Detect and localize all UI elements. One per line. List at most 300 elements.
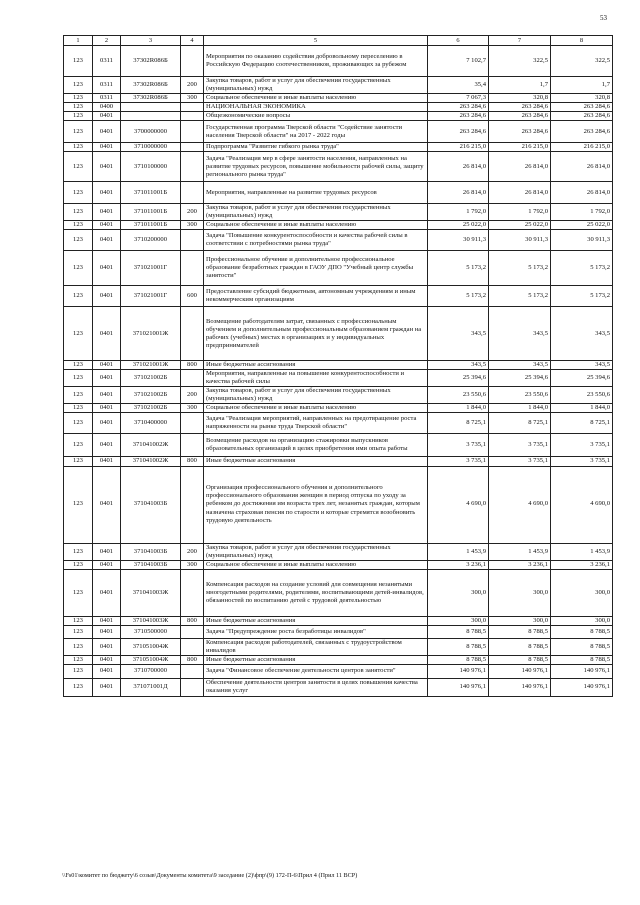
- amount-col-6: 263 284,6: [428, 121, 489, 143]
- target-article-code: [121, 103, 181, 112]
- admin-code: 123: [64, 655, 93, 664]
- expense-type-code: [181, 638, 204, 655]
- amount-col-7: 26 814,0: [489, 182, 551, 204]
- section-code: 0401: [93, 182, 121, 204]
- amount-col-8: 5 173,2: [551, 251, 613, 286]
- admin-code: 123: [64, 112, 93, 121]
- table-row: [64, 230, 613, 251]
- item-description: Предоставление субсидий бюджетным, автономным учреждениям и иным некоммерческим организациям: [204, 286, 428, 307]
- amount-col-6: 23 550,6: [428, 387, 489, 404]
- target-article-code: 371021001Г: [121, 251, 181, 286]
- admin-code: 123: [64, 569, 93, 616]
- table-row: [64, 286, 613, 307]
- footer-path: \\Fs01\комитет по бюджету\6 созыв\Документы комитета\9 заседание (2)\фпр\(9) 172-П-6\Прил 4 (Прил 11 ВСР): [62, 872, 358, 879]
- admin-code: 123: [64, 230, 93, 251]
- section-code: 0401: [93, 221, 121, 230]
- table-row: [64, 152, 613, 182]
- table-row: [64, 413, 613, 434]
- target-article-code: 371011001Б: [121, 182, 181, 204]
- amount-col-7: 8 788,5: [489, 655, 551, 664]
- table-header-row: [64, 36, 613, 46]
- target-article-code: 371021001Г: [121, 286, 181, 307]
- admin-code: 123: [64, 94, 93, 103]
- section-code: 0401: [93, 664, 121, 678]
- section-code: 0401: [93, 625, 121, 638]
- amount-col-8: 25 394,6: [551, 370, 613, 387]
- admin-code: 123: [64, 143, 93, 152]
- section-code: 0401: [93, 121, 121, 143]
- item-description: Закупка товаров, работ и услуг для обеспечения государственных (муниципальных) нужд: [204, 77, 428, 94]
- section-code: 0401: [93, 307, 121, 361]
- expense-type-code: 200: [181, 387, 204, 404]
- item-description: Компенсация расходов на создание условий для совмещения незанятыми многодетными родителями, родителями, воспитывающими детей-инвалидов, обязанностей по воспитанию детей с трудовой деятельностью: [204, 569, 428, 616]
- amount-col-7: 343,5: [489, 361, 551, 370]
- admin-code: 123: [64, 457, 93, 466]
- table-row: [64, 387, 613, 404]
- table-row: [64, 77, 613, 94]
- target-article-code: 37302R086Б: [121, 46, 181, 77]
- amount-col-6: 7 067,3: [428, 94, 489, 103]
- expense-type-code: [181, 182, 204, 204]
- amount-col-6: 1 453,9: [428, 543, 489, 560]
- section-code: 0401: [93, 387, 121, 404]
- amount-col-7: 3 735,1: [489, 457, 551, 466]
- table-row: [64, 94, 613, 103]
- column-header: 2: [93, 36, 121, 46]
- amount-col-7: 26 814,0: [489, 152, 551, 182]
- table-row: [64, 466, 613, 543]
- item-description: Возмещение расходов на организацию стажировки выпускников образовательных организаций в целях приобретения ими опыта работы: [204, 434, 428, 457]
- expense-type-code: 300: [181, 560, 204, 569]
- column-header: 8: [551, 36, 613, 46]
- amount-col-7: 1 453,9: [489, 543, 551, 560]
- target-article-code: 371021001Ж: [121, 361, 181, 370]
- amount-col-8: 300,0: [551, 616, 613, 625]
- table-row: [64, 361, 613, 370]
- amount-col-7: 263 284,6: [489, 121, 551, 143]
- target-article-code: 371071001Д: [121, 678, 181, 696]
- expense-type-code: [181, 112, 204, 121]
- column-header: 7: [489, 36, 551, 46]
- expense-type-code: 200: [181, 543, 204, 560]
- item-description: Профессиональное обучение и дополнительное профессиональное образование безработных граждан в ГАОУ ДПО "Учебный центр службы занятости": [204, 251, 428, 286]
- expense-type-code: [181, 152, 204, 182]
- amount-col-7: 4 690,0: [489, 466, 551, 543]
- amount-col-7: 30 911,3: [489, 230, 551, 251]
- amount-col-6: 3 236,1: [428, 560, 489, 569]
- amount-col-8: 140 976,1: [551, 664, 613, 678]
- amount-col-8: 8 788,5: [551, 655, 613, 664]
- admin-code: 123: [64, 543, 93, 560]
- amount-col-8: 343,5: [551, 307, 613, 361]
- item-description: Возмещение работодателям затрат, связанных с профессиональным обучением и дополнительным профессиональным образованием граждан на рабочих (учебных) местах в организациях и у индивидуальных предпринимателей: [204, 307, 428, 361]
- admin-code: 123: [64, 182, 93, 204]
- amount-col-8: 3 735,1: [551, 434, 613, 457]
- expense-type-code: 300: [181, 221, 204, 230]
- expense-type-code: [181, 466, 204, 543]
- amount-col-8: 8 725,1: [551, 413, 613, 434]
- expense-type-code: 800: [181, 457, 204, 466]
- item-description: НАЦИОНАЛЬНАЯ ЭКОНОМИКА: [204, 103, 428, 112]
- item-description: Иные бюджетные ассигнования: [204, 655, 428, 664]
- table-row: [64, 370, 613, 387]
- section-code: 0401: [93, 251, 121, 286]
- item-description: Иные бюджетные ассигнования: [204, 457, 428, 466]
- admin-code: 123: [64, 466, 93, 543]
- target-article-code: 3710500000: [121, 625, 181, 638]
- item-description: Задача "Предупреждение роста безработицы инвалидов": [204, 625, 428, 638]
- amount-col-6: 140 976,1: [428, 678, 489, 696]
- amount-col-6: 1 792,0: [428, 204, 489, 221]
- amount-col-7: 3 735,1: [489, 434, 551, 457]
- page-number: 53: [600, 14, 607, 22]
- amount-col-7: 8 725,1: [489, 413, 551, 434]
- admin-code: 123: [64, 413, 93, 434]
- amount-col-7: 343,5: [489, 307, 551, 361]
- section-code: 0401: [93, 370, 121, 387]
- table-row: [64, 46, 613, 77]
- table-row: [64, 434, 613, 457]
- amount-col-7: 25 022,0: [489, 221, 551, 230]
- table-row: [64, 664, 613, 678]
- amount-col-6: 300,0: [428, 569, 489, 616]
- target-article-code: 3700000000: [121, 121, 181, 143]
- amount-col-6: 25 394,6: [428, 370, 489, 387]
- target-article-code: 371021002Б: [121, 404, 181, 413]
- admin-code: 123: [64, 152, 93, 182]
- target-article-code: 3710000000: [121, 143, 181, 152]
- target-article-code: 371041003Б: [121, 543, 181, 560]
- amount-col-6: 3 735,1: [428, 457, 489, 466]
- column-header: 5: [204, 36, 428, 46]
- admin-code: 123: [64, 251, 93, 286]
- amount-col-7: 3 236,1: [489, 560, 551, 569]
- item-description: Социальное обеспечение и иные выплаты населению: [204, 404, 428, 413]
- expense-type-code: [181, 307, 204, 361]
- item-description: Организация профессионального обучения и дополнительного профессионального образования женщин в период отпуска по уходу за ребенком до достижения им возраста трех лет, незанятых граждан, которым назначена страховая пенсия по старости и которые стремятся возобновить трудовую деятельность: [204, 466, 428, 543]
- section-code: 0401: [93, 457, 121, 466]
- expense-type-code: [181, 664, 204, 678]
- amount-col-8: 23 550,6: [551, 387, 613, 404]
- expense-type-code: 600: [181, 286, 204, 307]
- amount-col-7: 140 976,1: [489, 664, 551, 678]
- section-code: 0401: [93, 569, 121, 616]
- item-description: Задача "Реализация мероприятий, направленных на предотвращение роста напряженности на рынке труда Тверской области": [204, 413, 428, 434]
- item-description: Общеэкономические вопросы: [204, 112, 428, 121]
- section-code: 0401: [93, 655, 121, 664]
- admin-code: 123: [64, 103, 93, 112]
- expense-type-code: [181, 46, 204, 77]
- expense-type-code: [181, 143, 204, 152]
- section-code: 0401: [93, 112, 121, 121]
- table-row: [64, 121, 613, 143]
- expense-type-code: 300: [181, 404, 204, 413]
- amount-col-7: 320,8: [489, 94, 551, 103]
- expense-type-code: 200: [181, 77, 204, 94]
- admin-code: 123: [64, 307, 93, 361]
- amount-col-7: 8 788,5: [489, 625, 551, 638]
- admin-code: 123: [64, 121, 93, 143]
- table-row: [64, 569, 613, 616]
- target-article-code: 371011001Б: [121, 204, 181, 221]
- table-row: [64, 404, 613, 413]
- amount-col-8: 30 911,3: [551, 230, 613, 251]
- table-row: [64, 616, 613, 625]
- amount-col-6: 216 215,0: [428, 143, 489, 152]
- section-code: 0401: [93, 678, 121, 696]
- expense-type-code: [181, 625, 204, 638]
- expense-type-code: 800: [181, 655, 204, 664]
- expense-type-code: [181, 251, 204, 286]
- admin-code: 123: [64, 370, 93, 387]
- item-description: Подпрограмма "Развитие гибкого рынка труда": [204, 143, 428, 152]
- admin-code: 123: [64, 286, 93, 307]
- section-code: 0401: [93, 361, 121, 370]
- amount-col-6: 8 788,5: [428, 655, 489, 664]
- table-row: [64, 625, 613, 638]
- item-description: Социальное обеспечение и иные выплаты населению: [204, 560, 428, 569]
- expense-type-code: [181, 434, 204, 457]
- admin-code: 123: [64, 361, 93, 370]
- amount-col-8: 8 788,5: [551, 625, 613, 638]
- item-description: Государственная программа Тверской области "Содействие занятости населения Тверской области" на 2017 - 2022 годы: [204, 121, 428, 143]
- amount-col-7: 8 788,5: [489, 638, 551, 655]
- admin-code: 123: [64, 616, 93, 625]
- expense-type-code: 200: [181, 204, 204, 221]
- amount-col-6: 1 844,0: [428, 404, 489, 413]
- column-header: 6: [428, 36, 489, 46]
- target-article-code: 371041003Б: [121, 560, 181, 569]
- expense-type-code: [181, 678, 204, 696]
- target-article-code: 3710100000: [121, 152, 181, 182]
- item-description: Закупка товаров, работ и услуг для обеспечения государственных (муниципальных) нужд: [204, 543, 428, 560]
- target-article-code: 371041002Ж: [121, 457, 181, 466]
- budget-table: [63, 35, 613, 697]
- admin-code: 123: [64, 404, 93, 413]
- expense-type-code: [181, 121, 204, 143]
- target-article-code: 371051004Ж: [121, 655, 181, 664]
- item-description: Задача "Реализация мер в сфере занятости населения, направленных на развитие трудовых ресурсов, повышение мобильности рабочей силы, защиту регионального рынка труда": [204, 152, 428, 182]
- admin-code: 123: [64, 221, 93, 230]
- amount-col-6: 3 735,1: [428, 434, 489, 457]
- admin-code: 123: [64, 638, 93, 655]
- amount-col-7: 322,5: [489, 46, 551, 77]
- amount-col-7: 140 976,1: [489, 678, 551, 696]
- section-code: 0401: [93, 413, 121, 434]
- target-article-code: 37302R086Б: [121, 77, 181, 94]
- item-description: Мероприятия, направленные на повышение конкурентоспособности и качества рабочей силы: [204, 370, 428, 387]
- amount-col-8: 140 976,1: [551, 678, 613, 696]
- item-description: Социальное обеспечение и иные выплаты населению: [204, 221, 428, 230]
- admin-code: 123: [64, 204, 93, 221]
- target-article-code: 371021001Ж: [121, 307, 181, 361]
- section-code: 0401: [93, 152, 121, 182]
- section-code: 0311: [93, 94, 121, 103]
- amount-col-8: 26 814,0: [551, 182, 613, 204]
- amount-col-6: 5 173,2: [428, 286, 489, 307]
- amount-col-8: 1,7: [551, 77, 613, 94]
- amount-col-7: 1,7: [489, 77, 551, 94]
- amount-col-8: 3 735,1: [551, 457, 613, 466]
- item-description: Закупка товаров, работ и услуг для обеспечения государственных (муниципальных) нужд: [204, 204, 428, 221]
- target-article-code: 371041002Ж: [121, 434, 181, 457]
- table-row: [64, 103, 613, 112]
- table-row: [64, 560, 613, 569]
- amount-col-6: 26 814,0: [428, 182, 489, 204]
- table-row: [64, 457, 613, 466]
- item-description: Иные бюджетные ассигнования: [204, 361, 428, 370]
- amount-col-8: 263 284,6: [551, 112, 613, 121]
- amount-col-8: 3 236,1: [551, 560, 613, 569]
- target-article-code: [121, 112, 181, 121]
- table-row: [64, 143, 613, 152]
- section-code: 0401: [93, 404, 121, 413]
- target-article-code: 3710400000: [121, 413, 181, 434]
- table-row: [64, 655, 613, 664]
- section-code: 0401: [93, 560, 121, 569]
- admin-code: 123: [64, 625, 93, 638]
- amount-col-8: 4 690,0: [551, 466, 613, 543]
- amount-col-6: 26 814,0: [428, 152, 489, 182]
- column-header: 1: [64, 36, 93, 46]
- admin-code: 123: [64, 77, 93, 94]
- amount-col-6: 4 690,0: [428, 466, 489, 543]
- amount-col-7: 23 550,6: [489, 387, 551, 404]
- amount-col-8: 322,5: [551, 46, 613, 77]
- target-article-code: 371021002Б: [121, 387, 181, 404]
- section-code: 0401: [93, 616, 121, 625]
- admin-code: 123: [64, 664, 93, 678]
- amount-col-8: 5 173,2: [551, 286, 613, 307]
- amount-col-6: 263 284,6: [428, 103, 489, 112]
- expense-type-code: [181, 370, 204, 387]
- section-code: 0401: [93, 143, 121, 152]
- expense-type-code: [181, 569, 204, 616]
- table-row: [64, 112, 613, 121]
- table-row: [64, 543, 613, 560]
- item-description: Социальное обеспечение и иные выплаты населению: [204, 94, 428, 103]
- amount-col-7: 216 215,0: [489, 143, 551, 152]
- amount-col-6: 8 788,5: [428, 638, 489, 655]
- table-row: [64, 182, 613, 204]
- table-row: [64, 251, 613, 286]
- amount-col-6: 5 173,2: [428, 251, 489, 286]
- amount-col-8: 216 215,0: [551, 143, 613, 152]
- amount-col-8: 1 844,0: [551, 404, 613, 413]
- item-description: Закупка товаров, работ и услуг для обеспечения государственных (муниципальных) нужд: [204, 387, 428, 404]
- table-row: [64, 678, 613, 696]
- expense-type-code: 800: [181, 616, 204, 625]
- admin-code: 123: [64, 387, 93, 404]
- amount-col-7: 300,0: [489, 616, 551, 625]
- amount-col-8: 263 284,6: [551, 121, 613, 143]
- amount-col-7: 5 173,2: [489, 286, 551, 307]
- amount-col-6: 8 788,5: [428, 625, 489, 638]
- section-code: 0400: [93, 103, 121, 112]
- section-code: 0401: [93, 434, 121, 457]
- table-row: [64, 221, 613, 230]
- item-description: Иные бюджетные ассигнования: [204, 616, 428, 625]
- section-code: 0311: [93, 77, 121, 94]
- expense-type-code: [181, 413, 204, 434]
- target-article-code: 371041003Ж: [121, 616, 181, 625]
- amount-col-6: 7 102,7: [428, 46, 489, 77]
- amount-col-7: 1 792,0: [489, 204, 551, 221]
- amount-col-6: 35,4: [428, 77, 489, 94]
- amount-col-7: 263 284,6: [489, 103, 551, 112]
- target-article-code: 371041003Б: [121, 466, 181, 543]
- amount-col-6: 25 022,0: [428, 221, 489, 230]
- amount-col-8: 1 453,9: [551, 543, 613, 560]
- section-code: 0401: [93, 543, 121, 560]
- expense-type-code: 800: [181, 361, 204, 370]
- target-article-code: 371011001Б: [121, 221, 181, 230]
- target-article-code: 371041003Ж: [121, 569, 181, 616]
- section-code: 0401: [93, 466, 121, 543]
- amount-col-8: 1 792,0: [551, 204, 613, 221]
- section-code: 0311: [93, 46, 121, 77]
- target-article-code: 3710700000: [121, 664, 181, 678]
- target-article-code: 37302R086Б: [121, 94, 181, 103]
- section-code: 0401: [93, 286, 121, 307]
- amount-col-6: 343,5: [428, 361, 489, 370]
- amount-col-8: 26 814,0: [551, 152, 613, 182]
- item-description: Мероприятия по оказанию содействия добровольному переселению в Российскую Федерацию соотечественников, проживающих за рубежом: [204, 46, 428, 77]
- item-description: Компенсация расходов работодателей, связанных с трудоустройством инвалидов: [204, 638, 428, 655]
- amount-col-7: 263 284,6: [489, 112, 551, 121]
- amount-col-8: 343,5: [551, 361, 613, 370]
- table-row: [64, 204, 613, 221]
- expense-type-code: [181, 103, 204, 112]
- admin-code: 123: [64, 678, 93, 696]
- target-article-code: 371051004Ж: [121, 638, 181, 655]
- amount-col-7: 1 844,0: [489, 404, 551, 413]
- expense-type-code: [181, 230, 204, 251]
- column-header: 4: [181, 36, 204, 46]
- target-article-code: 371021002Б: [121, 370, 181, 387]
- amount-col-7: 5 173,2: [489, 251, 551, 286]
- amount-col-8: 300,0: [551, 569, 613, 616]
- amount-col-6: 140 976,1: [428, 664, 489, 678]
- item-description: Мероприятия, направленные на развитие трудовых ресурсов: [204, 182, 428, 204]
- admin-code: 123: [64, 434, 93, 457]
- amount-col-6: 343,5: [428, 307, 489, 361]
- amount-col-8: 8 788,5: [551, 638, 613, 655]
- item-description: Обеспечение деятельности центров занятости в целях повышения качества оказания услуг: [204, 678, 428, 696]
- table-row: [64, 638, 613, 655]
- amount-col-6: 8 725,1: [428, 413, 489, 434]
- admin-code: 123: [64, 46, 93, 77]
- section-code: 0401: [93, 204, 121, 221]
- amount-col-8: 320,8: [551, 94, 613, 103]
- item-description: Задача "Повышение конкурентоспособности и качества рабочей силы в соответствии с потребностями рынка труда": [204, 230, 428, 251]
- section-code: 0401: [93, 230, 121, 251]
- admin-code: 123: [64, 560, 93, 569]
- column-header: 3: [121, 36, 181, 46]
- item-description: Задача "Финансовое обеспечение деятельности центров занятости": [204, 664, 428, 678]
- amount-col-8: 25 022,0: [551, 221, 613, 230]
- expense-type-code: 300: [181, 94, 204, 103]
- target-article-code: 3710200000: [121, 230, 181, 251]
- amount-col-7: 300,0: [489, 569, 551, 616]
- amount-col-6: 263 284,6: [428, 112, 489, 121]
- section-code: 0401: [93, 638, 121, 655]
- amount-col-7: 25 394,6: [489, 370, 551, 387]
- amount-col-8: 263 284,6: [551, 103, 613, 112]
- table-row: [64, 307, 613, 361]
- amount-col-6: 30 911,3: [428, 230, 489, 251]
- amount-col-6: 300,0: [428, 616, 489, 625]
